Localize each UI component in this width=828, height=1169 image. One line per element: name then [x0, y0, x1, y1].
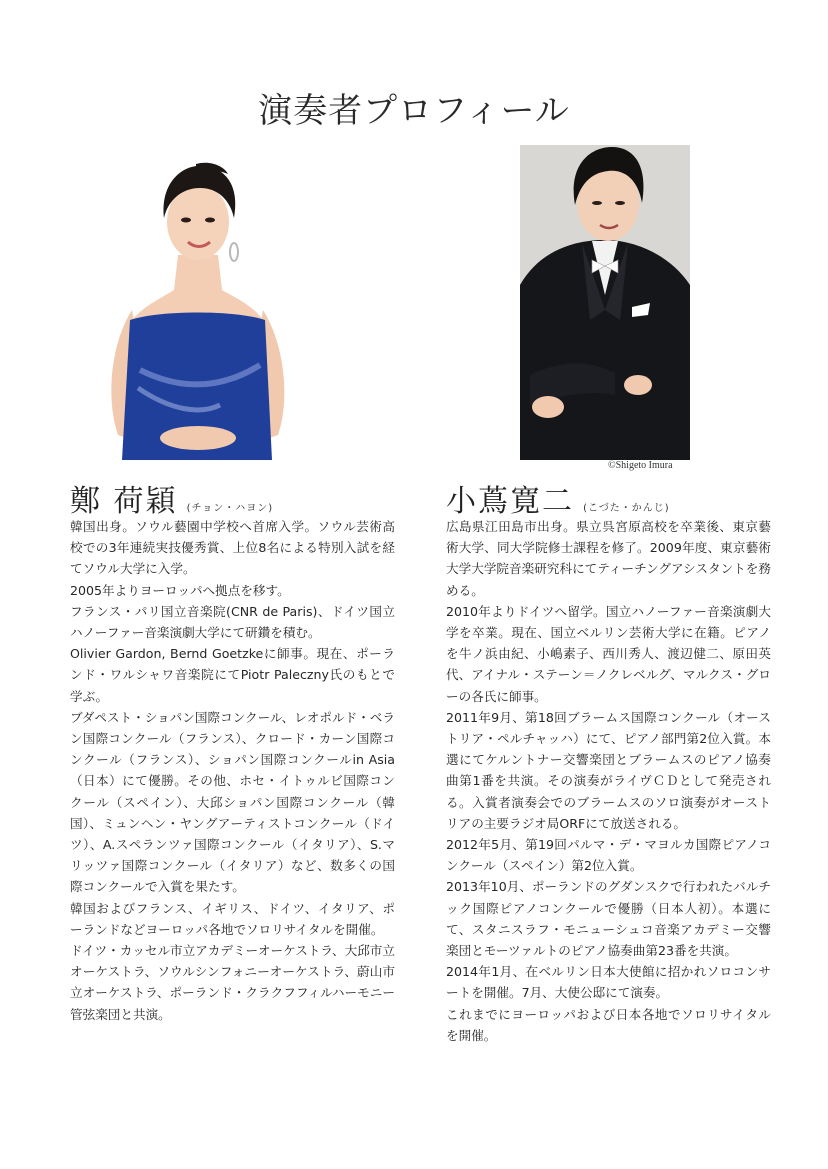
bio-paragraph: フランス・パリ国立音楽院(CNR de Paris)、ドイツ国立ハノーファー音楽演劇大学にて研鑽を積む。	[70, 603, 395, 641]
right-performer-name: 小蔦寛二	[446, 484, 574, 519]
bio-paragraph: 2012年5月、第19回パルマ・デ・マヨルカ国際ピアノコンクール（スペイン）第2位入賞。	[446, 837, 771, 874]
performer-photo-left	[100, 160, 295, 460]
performer-photo-right	[520, 145, 690, 460]
bio-paragraph: 広島県江田島市出身。県立呉宮原高校を卒業後、東京藝術大学、同大学院修士課程を修了。2009年度、東京藝術大学大学院音楽研究科にてティーチングアシスタントを務める。	[446, 519, 771, 598]
right-performer-reading: (こづた・かんじ)	[583, 503, 670, 514]
bio-paragraph: 韓国出身。ソウル藝園中学校へ首席入学。ソウル芸術高校での3年連続実技優秀賞、上位8名による特別入試を経てソウル大学に入学。	[70, 519, 395, 577]
left-performer-name: 鄭 荷穎	[70, 484, 178, 519]
pianist-man-portrait	[520, 145, 690, 460]
photo-credit: ©Shigeto Imura	[608, 460, 673, 471]
pianist-woman-portrait	[100, 160, 295, 460]
left-performer-reading: (チョン・ハヨン)	[186, 503, 274, 514]
right-biography	[446, 516, 771, 1046]
right-name-heading	[446, 476, 670, 520]
page-title: 演奏者プロフィール	[258, 90, 570, 131]
bio-paragraph: ブダペスト・ショパン国際コンクール、レオポルド・ベラン国際コンクール（フランス）、クロード・カーン国際コンクール（フランス）、ショパン国際コンクールin Asia（日本）にて優勝。その他、ホセ・イトゥルビ国際コンクール（スペイン）、大邱ショパン国際コンクール（韓国）、ミュンヘン・ヤングアーティストコンクール（ドイツ）、A.スペランツァ国際コンクール（イタリア）、S.マリッツァ国際コンクール（イタリア）など、数多くの国際コンクールで入賞を果たす。	[70, 709, 395, 895]
bio-paragraph: 韓国およびフランス、イギリス、ドイツ、イタリア、ポーランドなどヨーロッパ各地でソロリサイタルを開催。	[70, 900, 395, 937]
bio-paragraph: これまでにヨーロッパおよび日本各地でソロリサイタルを開催。	[446, 1006, 771, 1043]
left-name-heading	[70, 476, 273, 520]
bio-paragraph: 2011年9月、第18回ブラームス国際コンクール（オーストリア・ペルチャッハ）にて、ピアノ部門第2位入賞。本選にてケルントナー交響楽団とブラームスのピアノ協奏曲第1番を共演。その演奏がライヴＣＤとして発売される。入賞者演奏会でのブラームスのソロ演奏がオーストリアの主要ラジオ局ORFにて放送される。	[446, 709, 771, 831]
bio-paragraph: Olivier Gardon, Bernd Goetzkeに師事。現在、ポーランド・ワルシャワ音楽院にてPiotr Paleczny氏のもとで学ぶ。	[70, 646, 395, 704]
bio-paragraph: 2013年10月、ポーランドのグダンスクで行われたバルチック国際ピアノコンクールで優勝（日本人初）。本選にて、スタニスラフ・モニューシュコ音楽アカデミー交響楽団とモーツァルトのピアノ協奏曲第23番を共演。	[446, 879, 771, 959]
bio-paragraph: 2010年よりドイツへ留学。国立ハノーファー音楽演劇大学を卒業。現在、国立ベルリン芸術大学に在籍。ピアノを牛ノ浜由紀、小嶋素子、西川秀人、渡辺健二、原田英代、アイナル・ステーン＝ノクレベルグ、マルクス・グローの各氏に師事。	[446, 603, 771, 704]
bio-paragraph: 2014年1月、在ベルリン日本大使館に招かれソロコンサートを開催。7月、大使公邸にて演奏。	[446, 964, 771, 1001]
bio-paragraph: 2005年よりヨーロッパへ拠点を移す。	[70, 582, 290, 598]
left-biography	[70, 516, 395, 1025]
bio-paragraph: ドイツ・カッセル市立アカデミーオーケストラ、大邱市立オーケストラ、ソウルシンフォニーオーケストラ、蔚山市立オーケストラ、ポーランド・クラクフフィルハーモニー管弦楽団と共演。	[70, 943, 395, 1022]
